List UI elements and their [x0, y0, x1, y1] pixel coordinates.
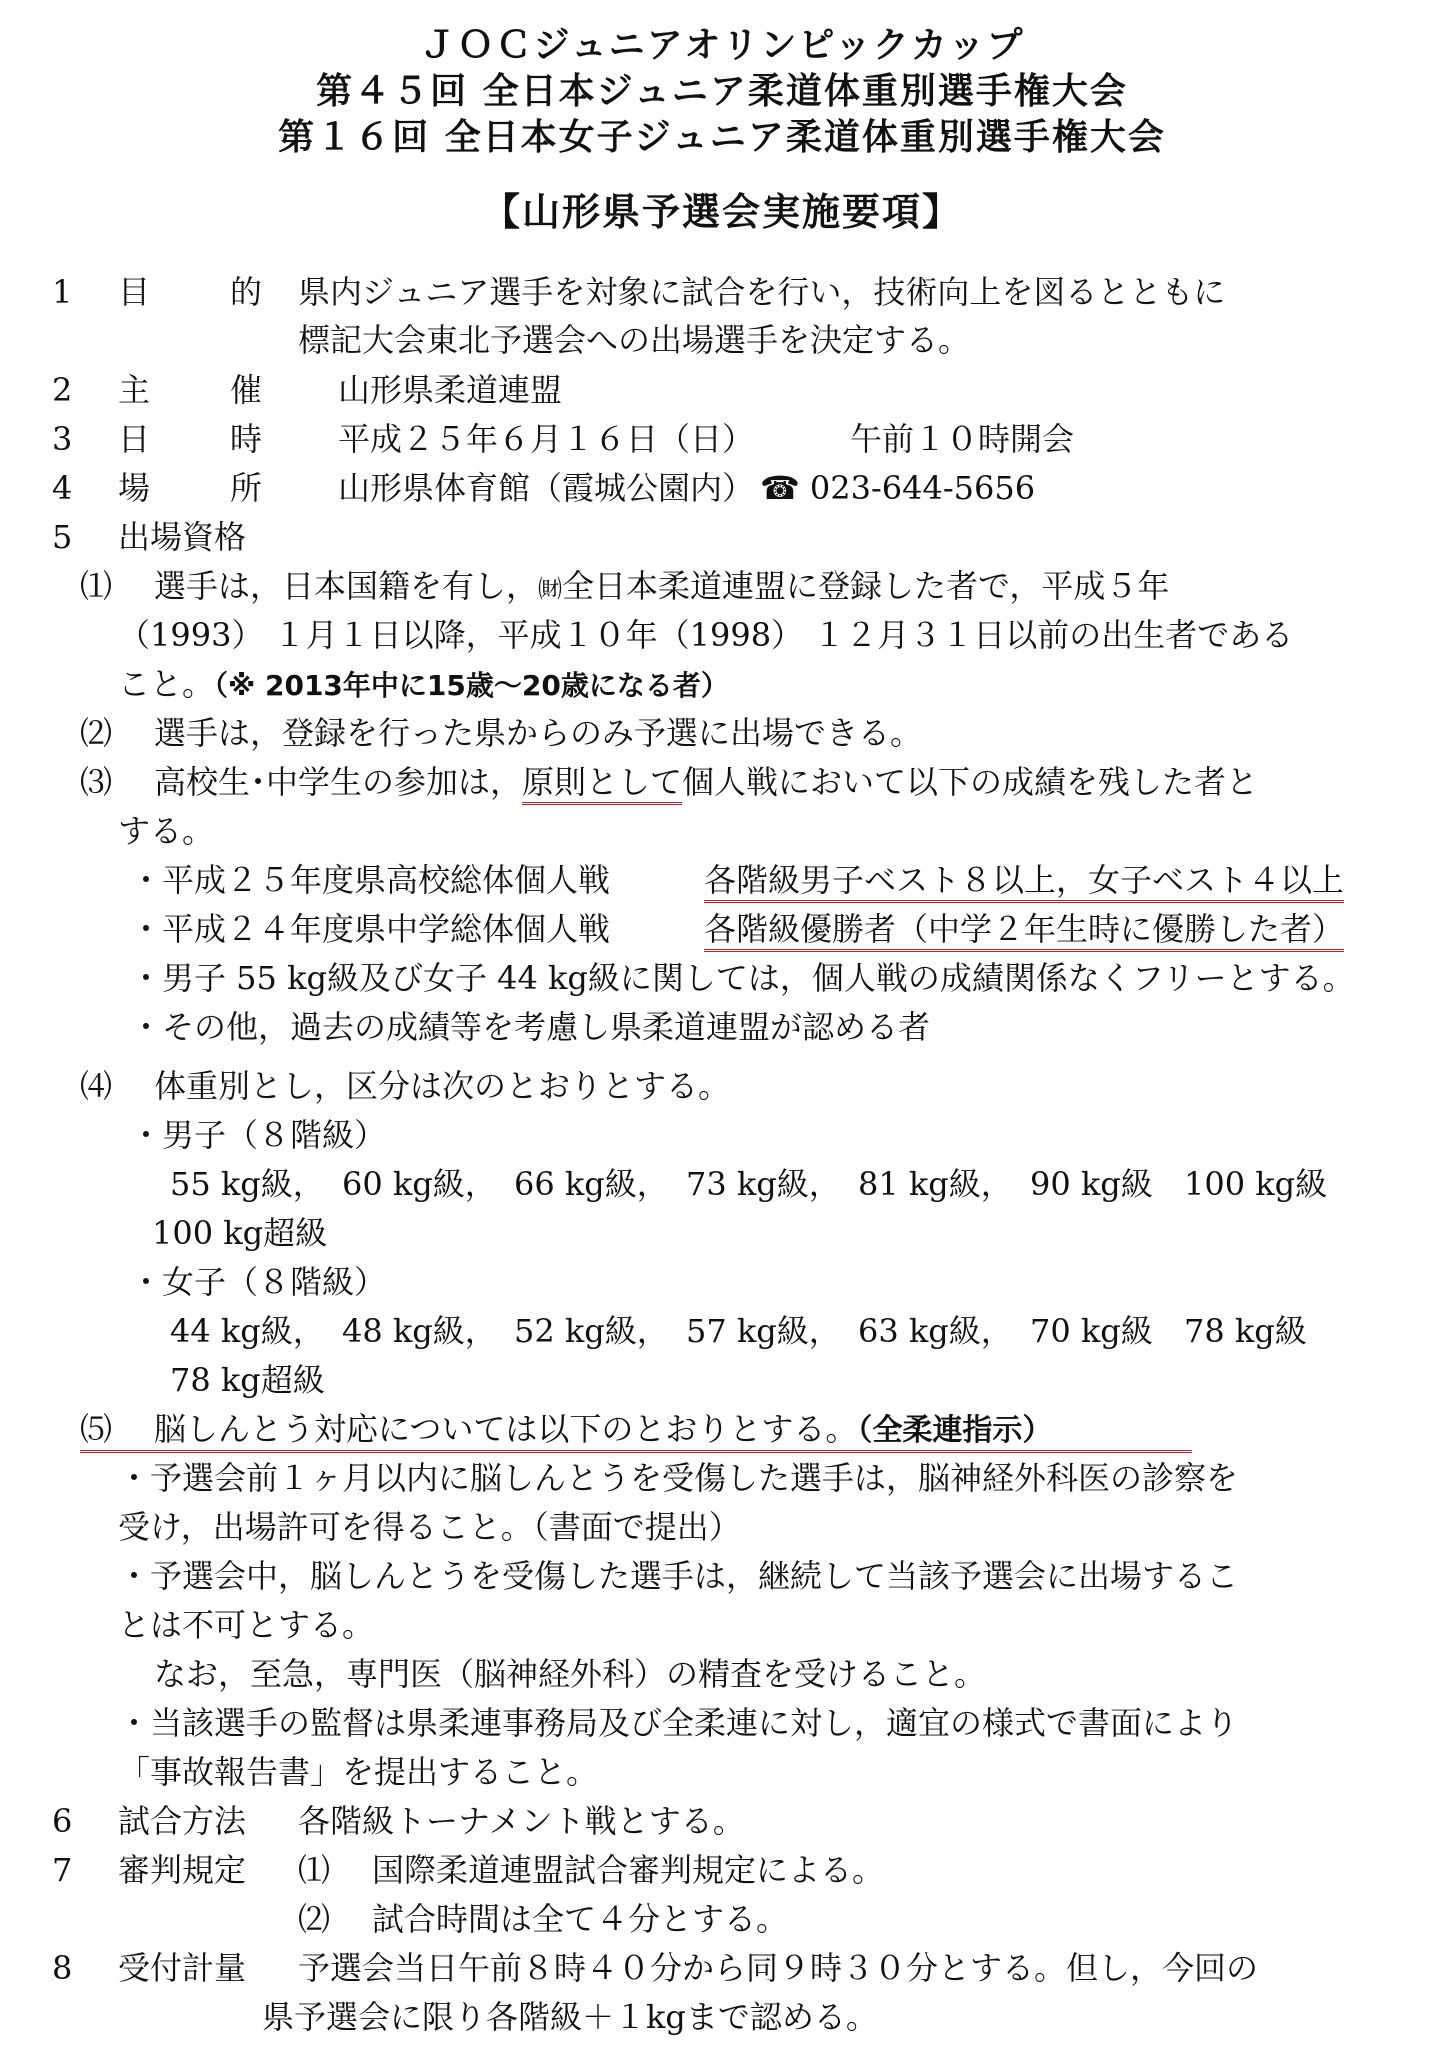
women-heading: ・女子（８階級） — [130, 1263, 387, 1301]
bullet-jhs-criteria: 各階級優勝者（中学２年生時に優勝した者） — [704, 909, 1344, 949]
item-5-5-underline — [80, 1450, 1192, 1453]
ajjf-instruction: （全柔連指示） — [857, 1413, 1053, 1448]
bullet-free-class: ・男子 55 kg級及び女子 44 kg級に関しては，個人戦の成績関係なくフリーとする。 — [130, 959, 1355, 997]
section-6-label: 試合方法 — [118, 1802, 247, 1840]
section-2-text: 山形県柔道連盟 — [338, 371, 563, 409]
bullet-jhs-label: ・平成２４年度県中学総体個人戦 — [130, 910, 611, 948]
concussion-point-4b: 「事故報告書」を提出すること。 — [118, 1753, 599, 1791]
underlined-principle: 原則として — [522, 763, 682, 805]
men-class-5: 81 kg級， — [858, 1165, 1013, 1203]
section-8-number: 8 — [52, 1949, 73, 1987]
section-4-venue-line — [338, 468, 1035, 508]
women-class-4: 57 kg級， — [686, 1312, 841, 1350]
section-4-phone: 023-644-5656 — [809, 469, 1036, 507]
section-2-number: 2 — [52, 371, 73, 409]
section-1-text-line-2: 標記大会東北予選会への出場選手を決定する。 — [298, 321, 971, 359]
section-1-number: 1 — [52, 273, 73, 311]
item-5-4-text: 体重別とし，区分は次のとおりとする。 — [154, 1067, 731, 1105]
men-class-6: 90 kg級 — [1030, 1165, 1153, 1203]
section-4-label-b: 所 — [230, 469, 263, 507]
bullet-hs-label: ・平成２５年度県高校総体個人戦 — [130, 861, 611, 899]
women-class-3: 52 kg級， — [514, 1312, 669, 1350]
men-class-4: 73 kg級， — [686, 1165, 841, 1203]
item-5-4-mark: ⑷ — [80, 1067, 113, 1105]
men-class-1: 55 kg級， — [170, 1165, 325, 1203]
section-6-text: 各階級トーナメント戦とする。 — [298, 1802, 745, 1840]
section-3-time: 午前１０時開会 — [850, 420, 1075, 458]
item-5-2-mark: ⑵ — [80, 714, 113, 752]
section-2-label-a: 主 — [118, 371, 151, 409]
item-5-3-line-2: する。 — [118, 812, 215, 850]
men-heading: ・男子（８階級） — [130, 1116, 387, 1154]
section-3-number: 3 — [52, 420, 73, 458]
item-5-1-mark: ⑴ — [80, 567, 113, 605]
item-5-2-text: 選手は，登録を行った県からのみ予選に出場できる。 — [154, 714, 923, 752]
bullet-other: ・その他，過去の成績等を考慮し県柔道連盟が認める者 — [130, 1008, 931, 1046]
item-5-1-line-1: 選手は，日本国籍を有し，㈶全日本柔道連盟に登録した者で，平成５年 — [154, 567, 1170, 605]
concussion-point-3: なお，至急，専門医（脳神経外科）の精査を受けること。 — [154, 1655, 987, 1693]
item-5-3-mark: ⑶ — [80, 763, 113, 801]
women-class-5: 63 kg級， — [858, 1312, 1013, 1350]
item-5-1-line-2: （1993） １月１日以降，平成１０年（1998） １２月３１日以前の出生者である — [118, 616, 1294, 654]
section-2-label-b: 催 — [230, 371, 263, 409]
women-class-7: 78 kg級 — [1184, 1312, 1307, 1350]
section-7-text-2: 試合時間は全て４分とする。 — [372, 1900, 789, 1938]
section-7-number: 7 — [52, 1851, 73, 1889]
phone-icon: ☎ — [760, 469, 800, 507]
item-5-5-text: 脳しんとう対応については以下のとおりとする。（全柔連指示） — [154, 1410, 1053, 1448]
section-5-number: 5 — [52, 518, 73, 556]
header-line-3: 第１６回 全日本女子ジュニア柔道体重別選手権大会 — [278, 117, 1166, 158]
section-7-label: 審判規定 — [118, 1851, 247, 1889]
men-class-7: 100 kg級 — [1184, 1165, 1328, 1203]
men-class-2: 60 kg級， — [342, 1165, 497, 1203]
concussion-point-1b: 受け，出場許可を得ること。（書面で提出） — [118, 1508, 741, 1546]
header-line-2: 第４５回 全日本ジュニア柔道体重別選手権大会 — [316, 71, 1128, 112]
women-class-6: 70 kg級 — [1030, 1312, 1153, 1350]
section-8-label: 受付計量 — [118, 1949, 247, 1987]
men-class-8: 100 kg超級 — [152, 1214, 328, 1252]
section-3-date: 平成２５年６月１６日（日） — [338, 420, 755, 458]
section-7-mark-1: ⑴ — [298, 1851, 331, 1889]
document-subtitle: 【山形県予選会実施要項】 — [481, 190, 962, 234]
section-5-label: 出場資格 — [118, 518, 247, 556]
section-4-venue: 山形県体育館（霞城公園内） — [338, 469, 755, 507]
section-7-mark-2: ⑵ — [298, 1900, 331, 1938]
section-4-number: 4 — [52, 469, 73, 507]
section-1-text-line-1: 県内ジュニア選手を対象に試合を行い，技術向上を図るとともに — [298, 273, 1226, 311]
women-class-8: 78 kg超級 — [170, 1361, 325, 1399]
section-3-label-b: 時 — [230, 420, 263, 458]
women-class-2: 48 kg級， — [342, 1312, 497, 1350]
item-5-5-mark: ⑸ — [80, 1410, 113, 1448]
section-8-text-line-2: 県予選会に限り各階級＋１kgまで認める。 — [262, 1998, 878, 2036]
concussion-point-2b: とは不可とする。 — [118, 1606, 375, 1644]
item-5-1-line-3: こと。（※ 2013年中に15歳～20歳になる者） — [118, 665, 729, 703]
section-3-label-a: 日 — [118, 420, 151, 458]
section-4-label-a: 場 — [118, 469, 151, 507]
koza-mark: ㈶ — [538, 575, 563, 603]
age-note: （※ 2013年中に15歳～20歳になる者） — [214, 669, 729, 702]
section-7-text-1: 国際柔道連盟試合審判規定による。 — [372, 1851, 885, 1889]
section-1-label-a: 目 — [118, 273, 151, 311]
concussion-point-1: ・予選会前１ヶ月以内に脳しんとうを受傷した選手は，脳神経外科医の診察を — [118, 1459, 1239, 1497]
women-class-1: 44 kg級， — [170, 1312, 325, 1350]
men-class-3: 66 kg級， — [514, 1165, 669, 1203]
concussion-point-2: ・予選会中，脳しんとうを受傷した選手は，継続して当該予選会に出場するこ — [118, 1557, 1239, 1595]
section-6-number: 6 — [52, 1802, 73, 1840]
header-line-1: ＪＯＣジュニアオリンピックカップ — [419, 25, 1025, 66]
item-5-3-line-1: 高校生･中学生の参加は，原則として個人戦において以下の成績を残した者と — [154, 762, 1258, 802]
concussion-point-4: ・当該選手の監督は県柔連事務局及び全柔連に対し，適宜の様式で書面により — [118, 1704, 1239, 1742]
section-8-text-line-1: 予選会当日午前８時４０分から同９時３０分とする。但し，今回の — [298, 1949, 1259, 1987]
section-1-label-b: 的 — [230, 273, 263, 311]
bullet-hs-criteria: 各階級男子ベスト８以上，女子ベスト４以上 — [704, 860, 1344, 900]
